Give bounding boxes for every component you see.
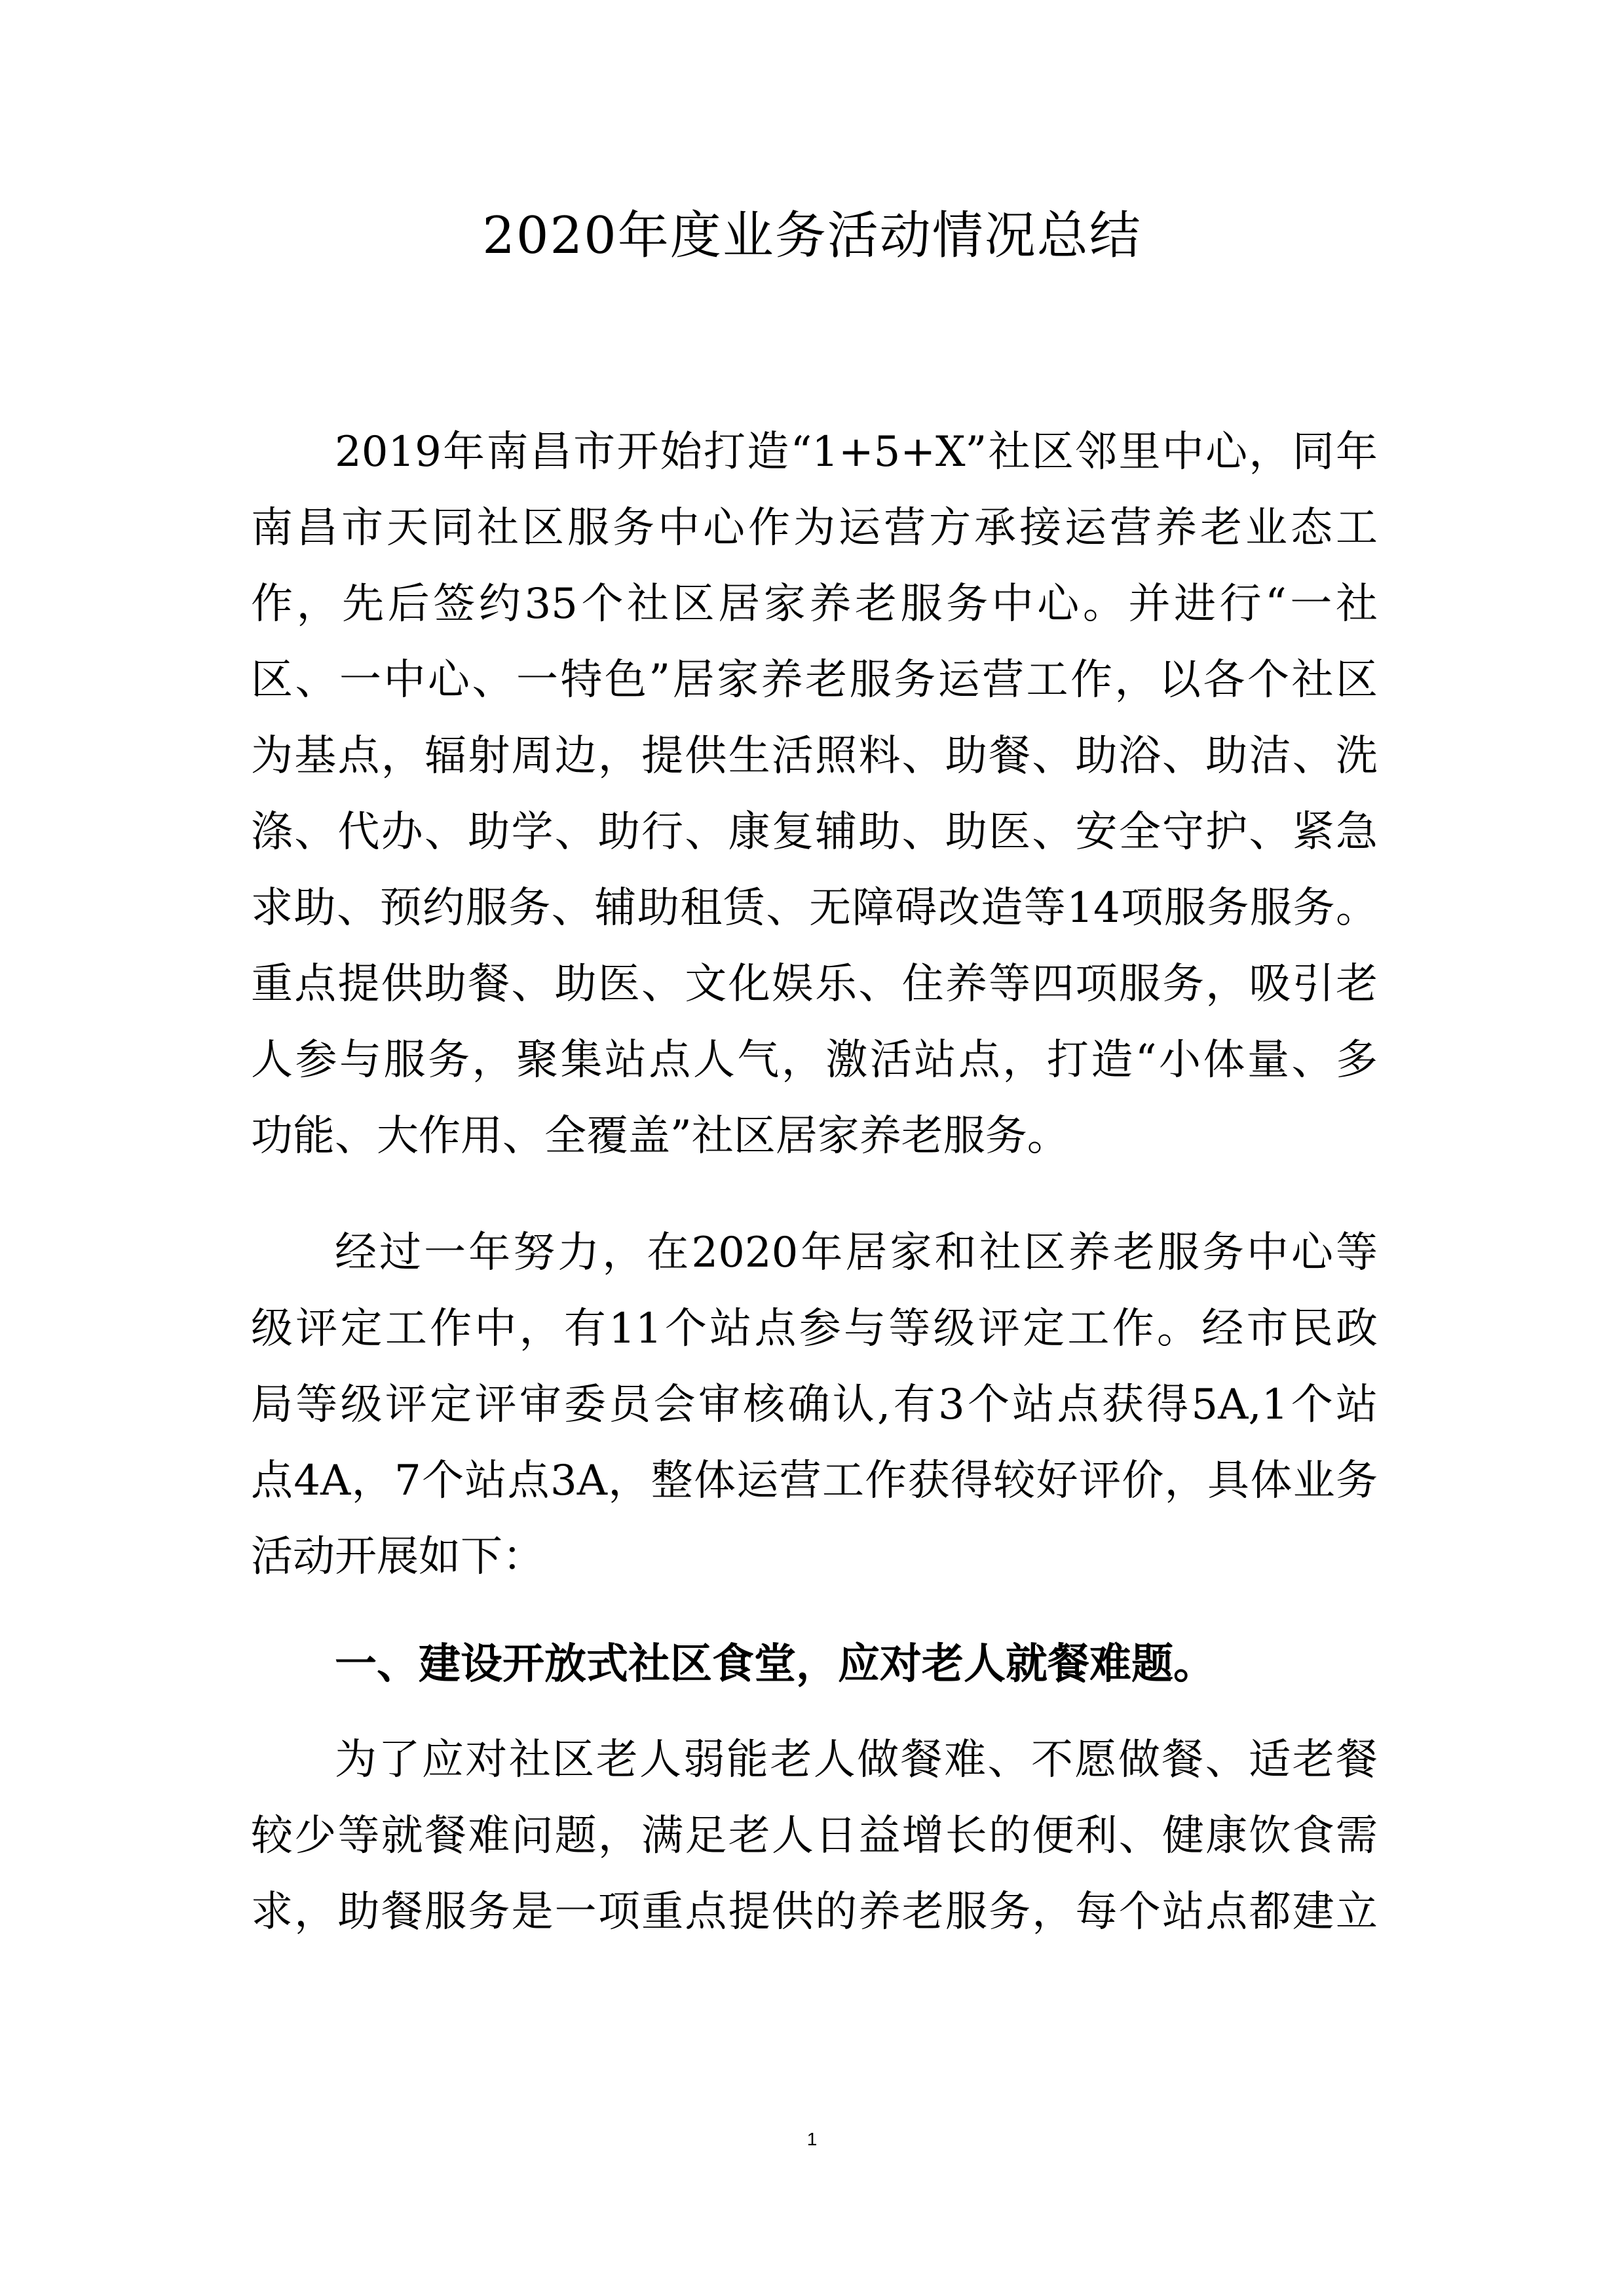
paragraph-1-line-5: 为基点，辐射周边，提供生活照料、助餐、助浴、助洁、洗 [251, 732, 1378, 780]
paragraph-2-line-5: 活动开展如下： [251, 1533, 544, 1581]
paragraph-1-line-1: 2019年南昌市开始打造“1+5+X”社区邻里中心，同年 [335, 428, 1378, 476]
paragraph-2-line-4: 点4A，7个站点3A，整体运营工作获得较好评价，具体业务 [251, 1457, 1378, 1505]
paragraph-1-line-6: 涤、代办、助学、助行、康复辅助、助医、安全守护、紧急 [251, 808, 1378, 856]
paragraph-1-line-4: 区、一中心、一特色”居家养老服务运营工作，以各个社区 [251, 656, 1378, 704]
paragraph-1-line-8: 重点提供助餐、助医、文化娱乐、住养等四项服务，吸引老 [251, 960, 1378, 1008]
paragraph-1-line-9: 人参与服务，聚集站点人气，激活站点，打造“小体量、多 [251, 1036, 1378, 1084]
document-title: 2020年度业务活动情况总结 [482, 206, 1142, 265]
paragraph-2-line-1: 经过一年努力，在2020年居家和社区养老服务中心等 [335, 1229, 1378, 1277]
page-number: 1 [806, 2129, 818, 2149]
paragraph-2-line-3: 局等级评定评审委员会审核确认,有3个站点获得5A,1个站 [251, 1381, 1378, 1429]
paragraph-3-line-3: 求，助餐服务是一项重点提供的养老服务，每个站点都建立 [251, 1888, 1378, 1936]
section-1-heading: 一、建设开放式社区食堂，应对老人就餐难题。 [335, 1639, 1215, 1689]
paragraph-1-line-2: 南昌市天同社区服务中心作为运营方承接运营养老业态工 [251, 504, 1378, 552]
paragraph-1-line-3: 作，先后签约35个社区居家养老服务中心。并进行“一社 [251, 580, 1378, 628]
paragraph-3-line-2: 较少等就餐难问题，满足老人日益增长的便利、健康饮食需 [251, 1812, 1378, 1860]
paragraph-1-line-7: 求助、预约服务、辅助租赁、无障碍改造等14项服务服务。 [251, 884, 1378, 932]
paragraph-2-line-2: 级评定工作中，有11个站点参与等级评定工作。经市民政 [251, 1305, 1378, 1353]
paragraph-1-line-10: 功能、大作用、全覆盖”社区居家养老服务。 [251, 1112, 1069, 1160]
paragraph-3-line-1: 为了应对社区老人弱能老人做餐难、不愿做餐、适老餐 [335, 1736, 1378, 1784]
